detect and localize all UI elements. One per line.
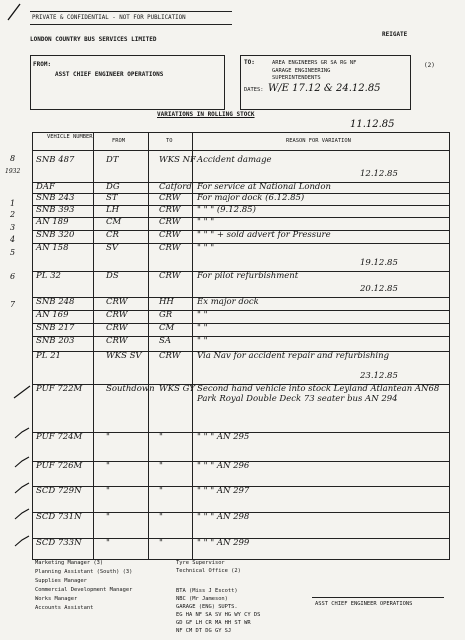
distribution-middle-4: NBC (Mr Jameson) — [176, 596, 228, 602]
table-cell-vehicle: SNB 320 — [36, 230, 75, 240]
table-right-border — [449, 132, 450, 559]
table-cell-reason: " " " AN 297 — [197, 486, 250, 496]
table-cell-vehicle: PL 21 — [36, 351, 61, 361]
distribution-left-1: Marketing Manager (3) — [35, 560, 104, 566]
margin-mark: 4 — [10, 235, 16, 244]
table-cell-to: CRW — [159, 217, 181, 227]
table-cell-reason: " " " — [197, 243, 215, 253]
to-line-3: SUPERINTENDENTS — [272, 75, 321, 81]
table-cell-vehicle: SNB 243 — [36, 193, 75, 203]
margin-tick-mark — [14, 386, 30, 398]
dates-value: W/E 17.12 & 24.12.85 — [268, 83, 381, 94]
table-cell-reason: " " — [197, 336, 208, 346]
margin-mark: 2 — [10, 210, 16, 219]
table-cell-to: " — [159, 461, 163, 471]
to-box-left — [240, 55, 241, 110]
table-cell-reason: " " " AN 295 — [197, 432, 250, 442]
vehicle-header: VEHICLE NUMBER — [47, 134, 93, 140]
table-cell-from: CRW — [106, 297, 128, 307]
from-box-left — [30, 55, 31, 110]
table-cell-to: CRW — [159, 230, 181, 240]
table-cell-vehicle: SNB 393 — [36, 205, 75, 215]
location-label: REIGATE — [382, 31, 408, 38]
table-row-rule — [32, 243, 450, 244]
table-cell-from: CM — [106, 217, 122, 227]
distribution-left-4: Commercial Development Manager — [35, 587, 133, 593]
table-cell-reason: " " " (9.12.85) — [197, 205, 256, 215]
table-col-divider — [148, 132, 149, 559]
distribution-middle-2: Technical Office (2) — [176, 568, 241, 574]
distribution-middle-5: GARAGE (ENG) SUPTS. — [176, 604, 238, 610]
table-cell-from: CRW — [106, 323, 128, 333]
table-cell-to: CM — [159, 323, 175, 333]
table-row-rule — [32, 336, 450, 337]
table-row-rule — [32, 323, 450, 324]
table-cell-to: " — [159, 432, 163, 442]
table-col-divider — [93, 132, 94, 559]
margin-tick-mark — [15, 509, 29, 519]
from-box-bottom — [30, 109, 225, 110]
corner-tick-mark — [8, 4, 20, 20]
margin-tick-mark — [15, 536, 29, 546]
margin-mark: 1932 — [5, 168, 21, 175]
table-cell-from: " — [106, 538, 110, 548]
signature-label: ASST CHIEF ENGINEER OPERATIONS — [315, 601, 413, 607]
table-cell-extra: 12.12.85 — [360, 169, 398, 179]
from-value: ASST CHIEF ENGINEER OPERATIONS — [55, 71, 164, 78]
table-cell-reason: " " — [197, 323, 208, 333]
table-cell-to: CRW — [159, 205, 181, 215]
table-cell-from: WKS SV — [106, 351, 142, 361]
margin-tick-mark — [15, 483, 29, 493]
to-header: TO — [166, 138, 173, 144]
table-cell-vehicle: AN 158 — [36, 243, 69, 253]
distribution-middle-3: BTA (Miss J Escott) — [176, 588, 238, 594]
table-cell-vehicle: SCD 733N — [36, 538, 82, 548]
table-cell-from: CRW — [106, 336, 128, 346]
table-cell-vehicle: SCD 729N — [36, 486, 82, 496]
table-cell-from: LH — [106, 205, 120, 215]
to-box-top — [240, 55, 411, 56]
distribution-middle-7: GD GF LH CR MA HH ST WR — [176, 620, 251, 626]
handwritten-date-top: 11.12.85 — [350, 119, 395, 130]
from-box-right — [224, 55, 225, 110]
table-cell-extra: 20.12.85 — [360, 284, 398, 294]
table-cell-reason: For pilot refurbishment — [197, 271, 299, 281]
table-cell-vehicle: SNB 217 — [36, 323, 75, 333]
document-title: VARIATIONS IN ROLLING STOCK — [157, 111, 255, 118]
distribution-left-5: Works Manager — [35, 596, 78, 602]
distribution-left-6: Accounts Assistant — [35, 605, 94, 611]
table-cell-from: CR — [106, 230, 119, 240]
table-cell-extra: 19.12.85 — [360, 258, 398, 268]
margin-mark: 8 — [10, 154, 16, 163]
margin-mark: 1 — [10, 199, 16, 208]
margin-mark: 3 — [10, 223, 16, 232]
table-cell-to: CRW — [159, 193, 181, 203]
table-header-rule — [32, 150, 450, 151]
dates-label: DATES: — [244, 87, 264, 93]
from-label: FROM: — [33, 61, 52, 68]
table-cell-to: " — [159, 512, 163, 522]
table-cell-reason: " " " AN 298 — [197, 512, 250, 522]
table-cell-extra: 23.12.85 — [360, 371, 398, 381]
table-cell-reason: " " — [197, 310, 208, 320]
table-cell-reason: For service at National London — [197, 182, 331, 192]
signature-rule — [312, 597, 444, 598]
header-rule — [30, 11, 232, 12]
table-cell-from: SV — [106, 243, 118, 253]
margin-mark: 5 — [10, 248, 16, 257]
from-box-top — [30, 55, 225, 56]
table-cell-vehicle: DAF — [36, 182, 55, 192]
table-cell-from: " — [106, 461, 110, 471]
distribution-left-2: Planning Assistant (South) (3) — [35, 569, 133, 575]
table-cell-vehicle: PUF 726M — [36, 461, 83, 471]
table-cell-vehicle: AN 189 — [36, 217, 69, 227]
table-cell-reason: " " " AN 299 — [197, 538, 250, 548]
distribution-left-3: Supplies Manager — [35, 578, 87, 584]
table-cell-vehicle: SNB 248 — [36, 297, 75, 307]
table-cell-reason: Ex major dock — [197, 297, 259, 307]
table-cell-vehicle: SNB 487 — [36, 155, 75, 165]
table-cell-from: DT — [106, 155, 119, 165]
table-cell-to: WKS NF — [159, 155, 196, 165]
company-name: LONDON COUNTRY BUS SERVICES LIMITED — [30, 36, 157, 43]
table-cell-vehicle: AN 169 — [36, 310, 69, 320]
table-cell-to: CRW — [159, 351, 181, 361]
table-row-rule — [32, 310, 450, 311]
table-cell-to: HH — [159, 297, 174, 307]
classification-line: PRIVATE & CONFIDENTIAL - NOT FOR PUBLICATION — [32, 15, 186, 21]
reason-header: REASON FOR VARIATION — [286, 138, 351, 144]
table-col-divider — [192, 132, 193, 559]
to-line-2: GARAGE ENGINEERING — [272, 68, 331, 74]
page-number: (2) — [424, 62, 435, 69]
header-rule — [30, 24, 232, 25]
table-cell-to: SA — [159, 336, 171, 346]
table-cell-vehicle: PL 32 — [36, 271, 61, 281]
table-cell-from: CRW — [106, 310, 128, 320]
table-cell-reason: For major dock (6.12.85) — [197, 193, 305, 203]
table-cell-reason: " " " AN 296 — [197, 461, 250, 471]
margin-mark: 7 — [10, 300, 16, 309]
to-label: TO: — [244, 59, 255, 66]
to-box-right — [410, 55, 411, 110]
from-header: FROM — [112, 138, 125, 144]
table-cell-vehicle: PUF 724M — [36, 432, 83, 442]
table-top-rule — [32, 132, 450, 133]
table-cell-from: Southdown — [106, 384, 155, 394]
to-line-1: AREA ENGINEERS GR SA RG NF — [272, 60, 357, 66]
distribution-middle-8: NF CM DT DG GY SJ — [176, 628, 232, 634]
table-cell-to: WKS GY — [159, 384, 195, 394]
table-cell-reason: Via Nav for accident repair and refurbishing — [197, 351, 390, 361]
table-cell-from: ST — [106, 193, 118, 203]
margin-tick-mark — [15, 457, 29, 467]
table-cell-to: GR — [159, 310, 173, 320]
table-cell-reason: " " " + sold advert for Pressure — [197, 230, 331, 240]
table-cell-reason: " " " — [197, 217, 215, 227]
table-cell-to: " — [159, 538, 163, 548]
table-cell-reason: Accident damage — [197, 155, 272, 165]
margin-mark: 6 — [10, 272, 16, 281]
distribution-middle-1: Tyre Supervisor — [176, 560, 225, 566]
table-cell-vehicle: PUF 722M — [36, 384, 83, 394]
table-left-border — [32, 132, 33, 559]
table-cell-from: " — [106, 486, 110, 496]
table-row-rule — [32, 217, 450, 218]
table-cell-reason: Second hand vehicle into stock Leyland Atlantean AN68 Park Royal Double Deck 73 seater bus AN 294 — [197, 384, 440, 404]
table-cell-from: " — [106, 512, 110, 522]
table-cell-vehicle: SNB 203 — [36, 336, 75, 346]
table-cell-to: Catford — [159, 182, 192, 192]
table-cell-from: " — [106, 432, 110, 442]
table-cell-from: DG — [106, 182, 120, 192]
table-cell-to: CRW — [159, 271, 181, 281]
table-cell-to: CRW — [159, 243, 181, 253]
table-cell-from: DS — [106, 271, 119, 281]
table-cell-to: " — [159, 486, 163, 496]
margin-tick-mark — [15, 428, 29, 438]
distribution-middle-6: EG HA NF SA SV HG WY CY DS — [176, 612, 261, 618]
table-cell-vehicle: SCD 731N — [36, 512, 82, 522]
to-box-bottom — [240, 109, 411, 110]
